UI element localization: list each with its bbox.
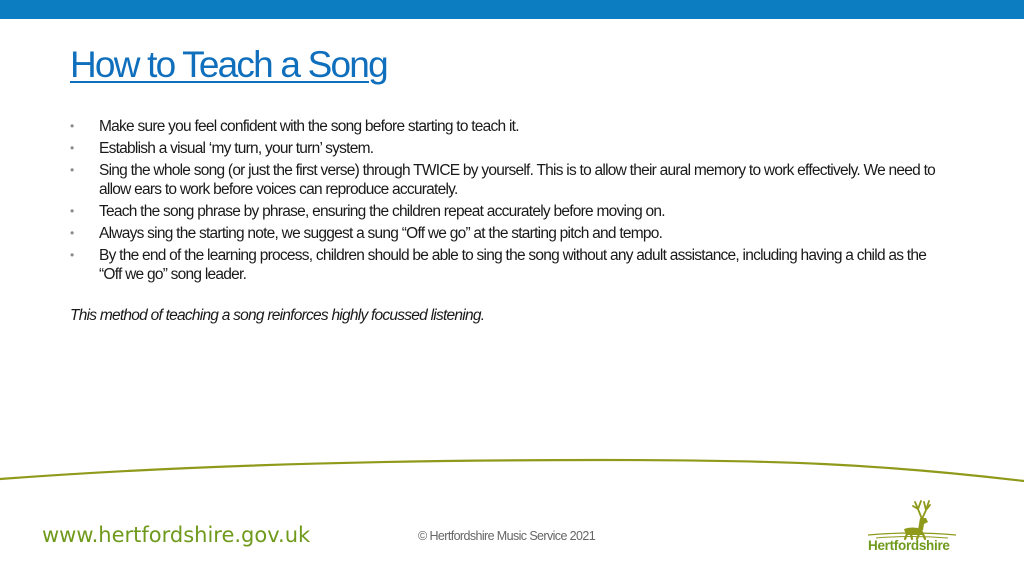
- bullet-text: By the end of the learning process, children should be able to sing the song without any adult assistance, including having a child as the “Off we go” song leader.: [99, 247, 927, 283]
- bullet-list: [70, 117, 950, 287]
- bullet-text: Teach the song phrase by phrase, ensuring the children repeat accurately before moving on.: [99, 203, 665, 220]
- logo-wordmark: Hertfordshire: [868, 538, 950, 553]
- bullet-text: Make sure you feel confident with the song before starting to teach it.: [99, 118, 519, 135]
- footer-website-link[interactable]: www.hertfordshire.gov.uk: [42, 523, 311, 547]
- top-banner: [0, 0, 1024, 19]
- bullet-item: [70, 139, 950, 158]
- slide-title: How to Teach a Song: [70, 44, 387, 85]
- bullet-icon: •: [70, 119, 74, 133]
- bullet-item: [70, 202, 950, 221]
- bullet-icon: •: [70, 226, 74, 240]
- bullet-icon: •: [70, 163, 74, 177]
- footer-copyright: © Hertfordshire Music Service 2021: [418, 529, 596, 543]
- bullet-text: Always sing the starting note, we suggest a sung “Off we go” at the starting pitch and tempo.: [99, 225, 663, 242]
- bullet-text: Establish a visual ‘my turn, your turn’ system.: [99, 140, 374, 157]
- bullet-item: [70, 117, 950, 136]
- bullet-icon: •: [70, 141, 74, 155]
- bullet-text: Sing the whole song (or just the first verse) through TWICE by yourself. This is to allow their aural memory to work effectively. We need to allow ears to work before voices can reproduce accurately.: [99, 162, 936, 198]
- bullet-item: [70, 246, 950, 284]
- bullet-icon: •: [70, 204, 74, 218]
- bullet-item: [70, 224, 950, 243]
- closing-note: This method of teaching a song reinforces highly focussed listening.: [70, 307, 485, 324]
- footer-wave-divider: [0, 450, 1024, 490]
- bullet-item: [70, 161, 950, 199]
- bullet-icon: •: [70, 248, 74, 262]
